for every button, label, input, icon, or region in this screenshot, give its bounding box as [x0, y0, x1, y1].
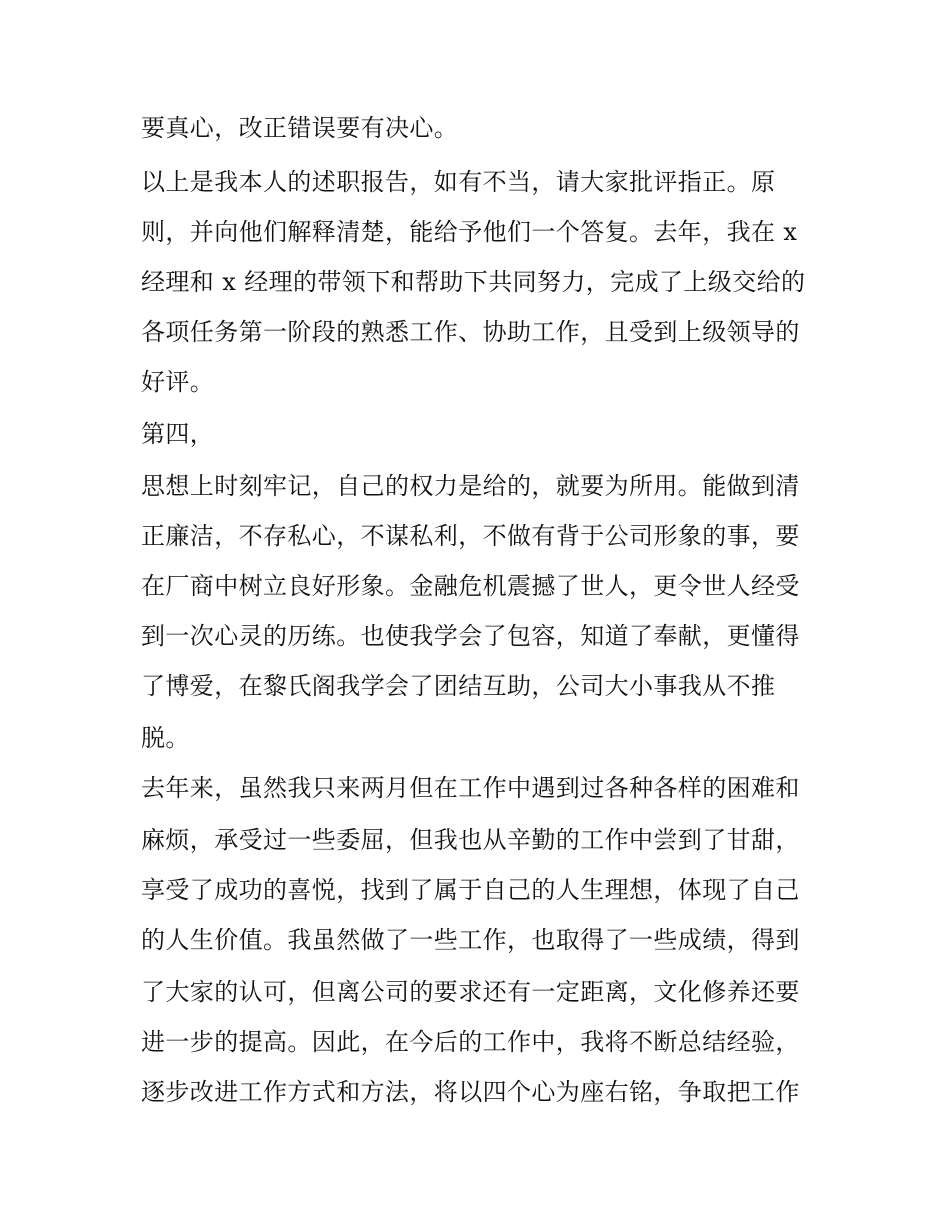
- text-line: 的人生价值。我虽然做了一些工作，也取得了一些成绩，得到: [141, 926, 800, 954]
- text-line: 经理和 x 经理的带领下和帮助下共同努力，完成了上级交给的: [141, 268, 806, 296]
- text-line: 逐步改进工作方式和方法，将以四个心为座右铭，争取把工作: [141, 1078, 800, 1106]
- text-line: 了博爱，在黎氏阁我学会了团结互助，公司大小事我从不推: [141, 672, 776, 700]
- text-line: 进一步的提高。因此，在今后的工作中，我将不断总结经验，: [141, 1028, 800, 1056]
- text-line: 各项任务第一阶段的熟悉工作、协助工作，且受到上级领导的: [141, 318, 800, 346]
- text-line: 到一次心灵的历练。也使我学会了包容，知道了奉献，更懂得: [141, 622, 800, 650]
- text-line: 去年来，虽然我只来两月但在工作中遇到过各种各样的困难和: [141, 774, 800, 802]
- text-line: 要真心，改正错误要有决心。: [141, 114, 459, 142]
- text-line: 享受了成功的喜悦，找到了属于自己的人生理想，体现了自己: [141, 876, 800, 904]
- text-line: 以上是我本人的述职报告，如有不当，请大家批评指正。原: [141, 168, 776, 196]
- text-line: 好评。: [141, 368, 215, 396]
- text-line: 则，并向他们解释清楚，能给予他们一个答复。去年，我在 x: [141, 218, 798, 246]
- text-line: 麻烦，承受过一些委屈，但我也从辛勤的工作中尝到了甘甜，: [141, 826, 800, 854]
- text-line: 思想上时刻牢记，自己的权力是给的，就要为所用。能做到清: [141, 472, 800, 500]
- text-line: 第四，: [141, 420, 215, 448]
- text-line: 脱。: [141, 724, 190, 752]
- text-line: 在厂商中树立良好形象。金融危机震撼了世人，更令世人经受: [141, 572, 800, 600]
- text-line: 正廉洁，不存私心，不谋私利，不做有背于公司形象的事，要: [141, 522, 800, 550]
- text-line: 了大家的认可，但离公司的要求还有一定距离，文化修养还要: [141, 978, 800, 1006]
